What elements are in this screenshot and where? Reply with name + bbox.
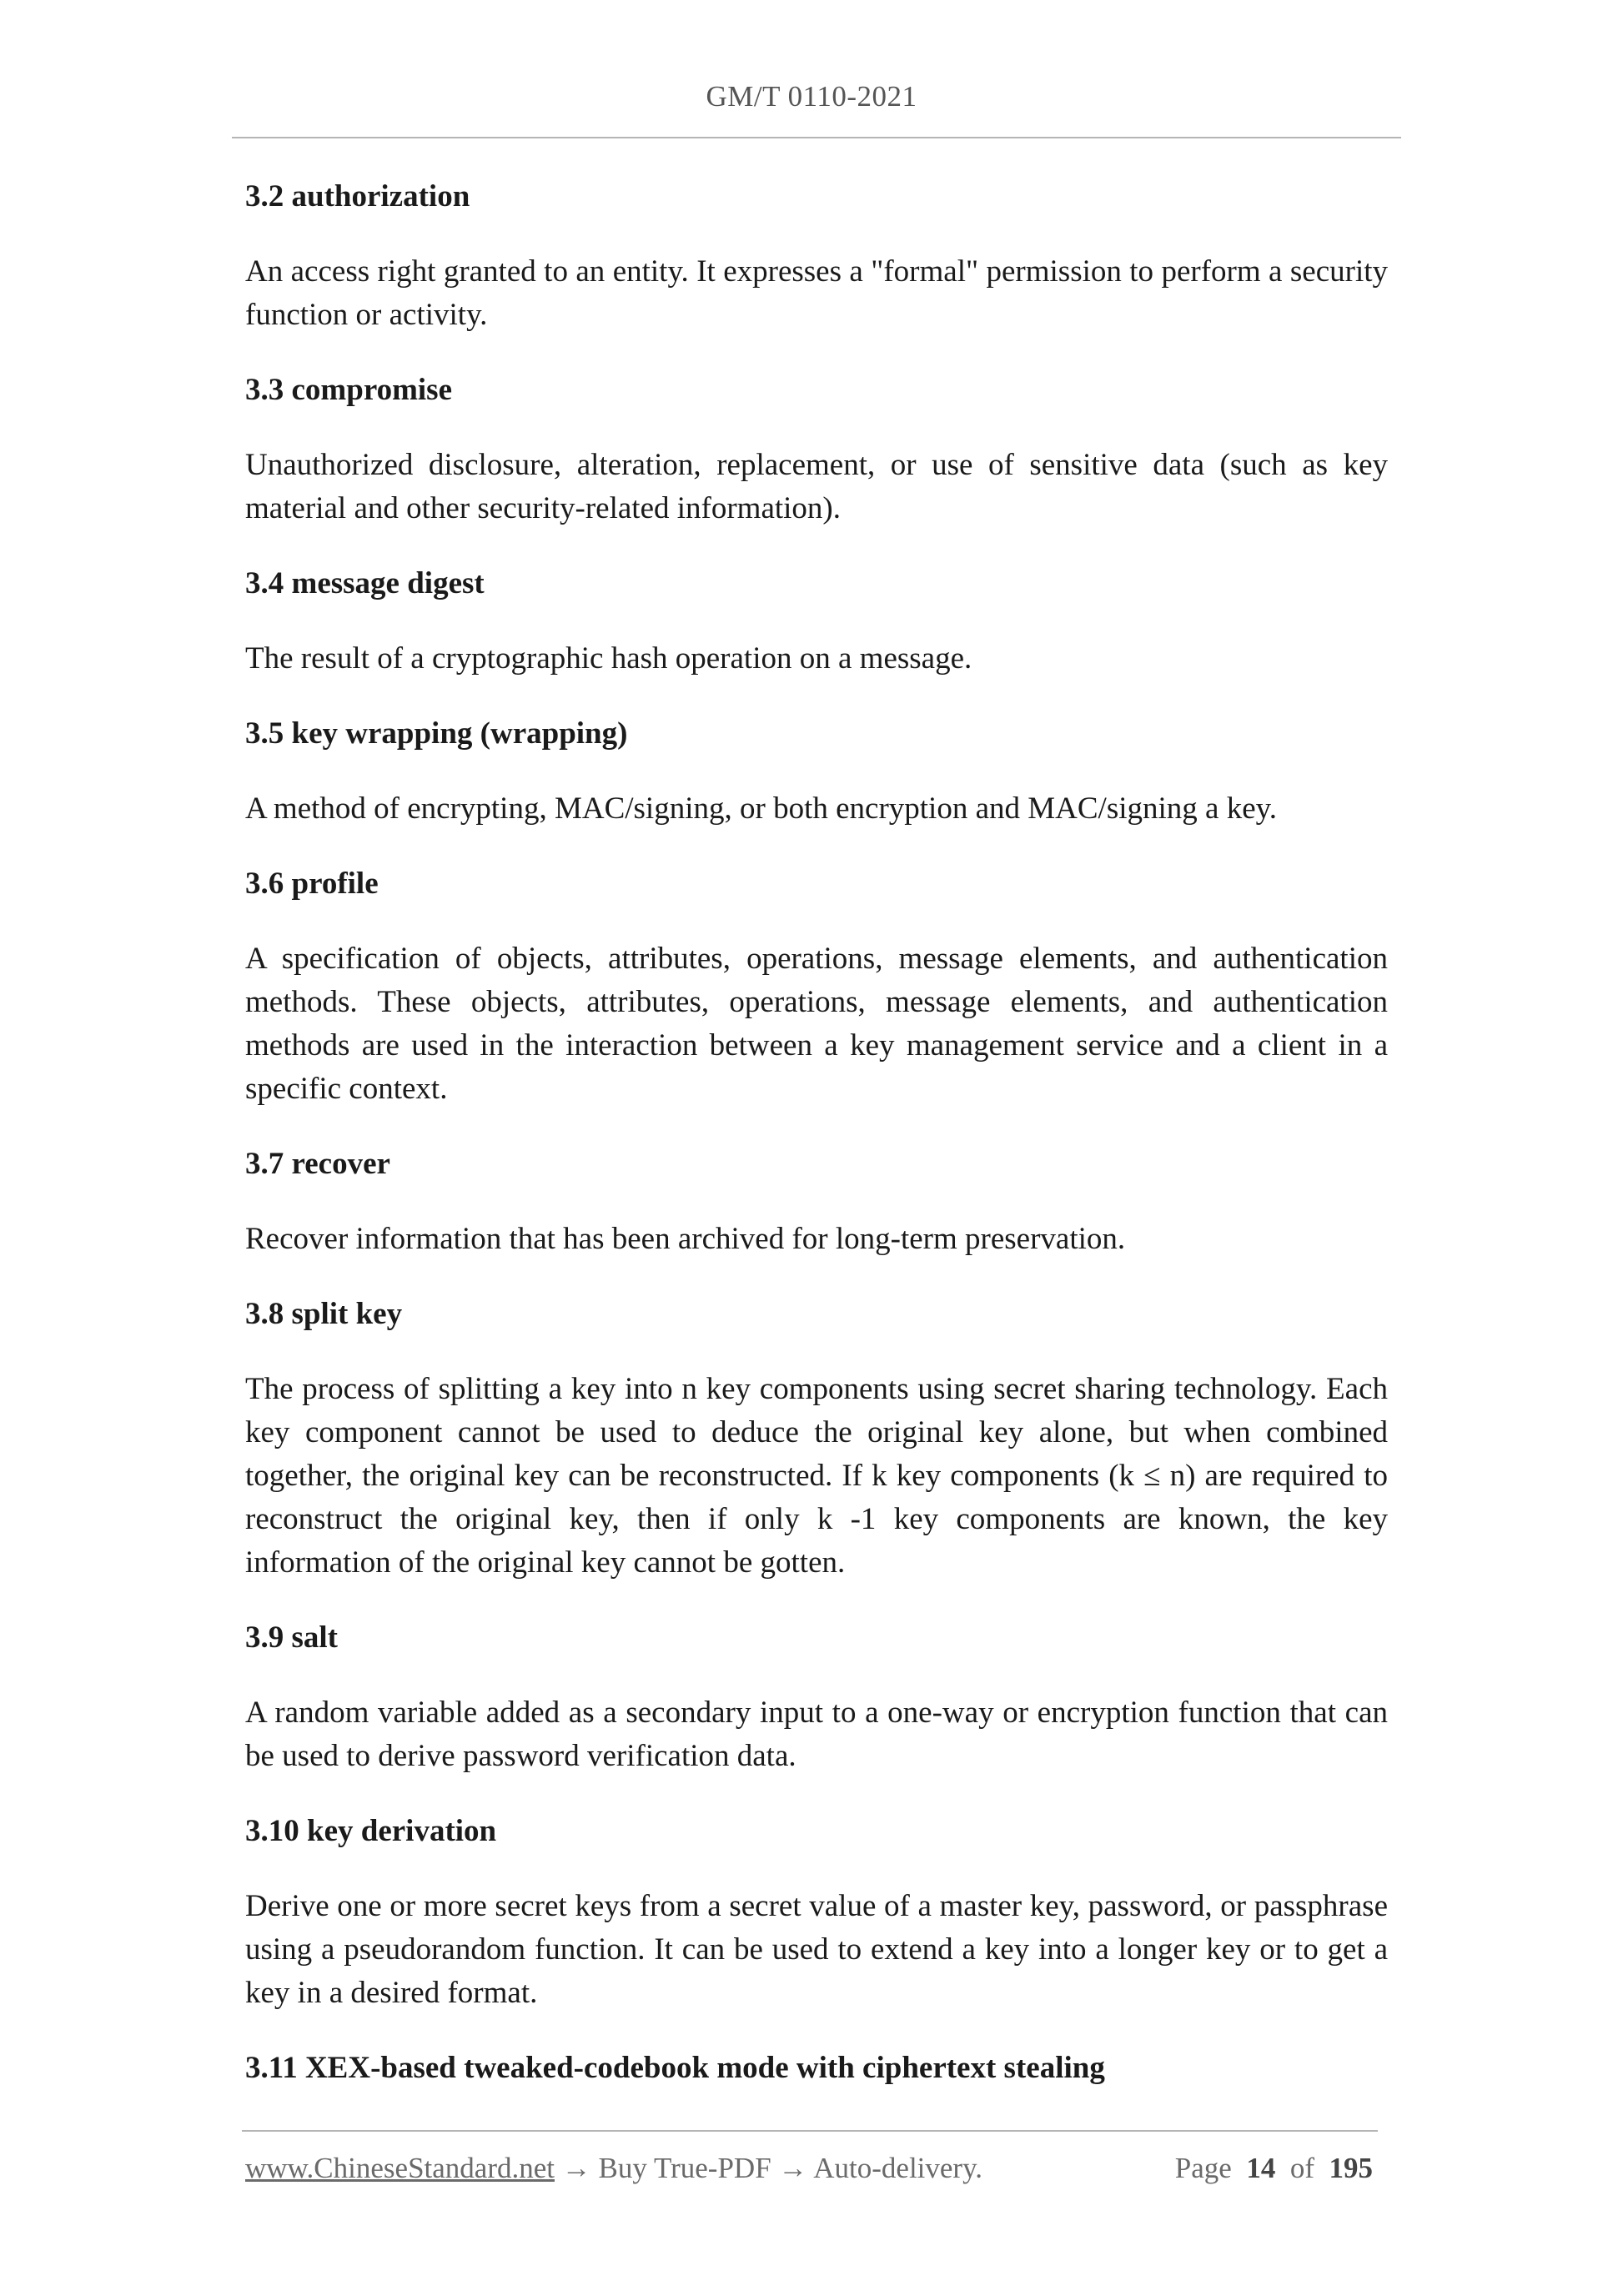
- page-label: Page: [1174, 2152, 1232, 2184]
- term-heading: 3.3 compromise: [245, 373, 452, 407]
- term-heading: 3.9 salt: [245, 1620, 338, 1655]
- term-definition: Unauthorized disclosure, alteration, replacement, or use of sensitive data (such as key material and other security-related information).: [245, 448, 1388, 525]
- term-definition: Derive one or more secret keys from a secret value of a master key, password, or passphrase using a pseudorandom function. It can be used to extend a key into a longer key or to get a key in a desired format.: [245, 1889, 1388, 2010]
- term-heading: 3.5 key wrapping (wrapping): [245, 716, 628, 751]
- term-definition: An access right granted to an entity. It expresses a "formal" permission to perform a security function or activity.: [245, 254, 1388, 332]
- footer-divider: [242, 2130, 1378, 2132]
- term-heading: 3.4 message digest: [245, 566, 485, 600]
- term-heading: 3.8 split key: [245, 1297, 403, 1331]
- term-heading: 3.2 authorization: [245, 179, 470, 214]
- website-link[interactable]: www.ChineseStandard.net: [245, 2152, 555, 2184]
- term-definition: A method of encrypting, MAC/signing, or both encryption and MAC/signing a key.: [245, 791, 1277, 826]
- page-number: 14: [1246, 2152, 1276, 2184]
- term-heading: 3.7 recover: [245, 1147, 390, 1181]
- term-definition: Recover information that has been archived for long-term preservation.: [245, 1222, 1126, 1256]
- auto-delivery-text: Auto-delivery.: [813, 2152, 983, 2184]
- footer-promo: [245, 2148, 982, 2188]
- term-definition: The process of splitting a key into n key components using secret sharing technology. Each key component cannot be used to deduce the original key alone, but when combined together, the original key can be reconstructed. If k key components (k ≤ n) are required to reconstruct the original key, then if only k -1 key components are known, the key information of the original key cannot be gotten.: [245, 1372, 1388, 1580]
- document-body: [245, 175, 1388, 2122]
- page-indicator: [1175, 2148, 1373, 2188]
- term-definition: The result of a cryptographic hash operation on a message.: [245, 641, 972, 676]
- header-divider: [232, 137, 1401, 138]
- term-heading: 3.6 profile: [245, 867, 379, 901]
- buy-pdf-text: Buy True-PDF: [598, 2152, 771, 2184]
- arrow-right-icon: →: [778, 2152, 808, 2184]
- page-of-label: of: [1289, 2152, 1314, 2184]
- term-heading: 3.11 XEX-based tweaked-codebook mode with ciphertext stealing: [245, 2051, 1105, 2085]
- document-header: GM/T 0110-2021: [706, 80, 917, 113]
- term-definition: A random variable added as a secondary input to a one-way or encryption function that can be used to derive password verification data.: [245, 1696, 1388, 1773]
- term-heading: 3.10 key derivation: [245, 1814, 497, 1848]
- total-pages: 195: [1329, 2152, 1373, 2184]
- arrow-right-icon: →: [561, 2152, 591, 2184]
- term-definition: A specification of objects, attributes, operations, message elements, and authentication methods. These objects, attributes, operations, message elements, and authentication methods are used in the interaction between a key management service and a client in a specific context.: [245, 942, 1388, 1106]
